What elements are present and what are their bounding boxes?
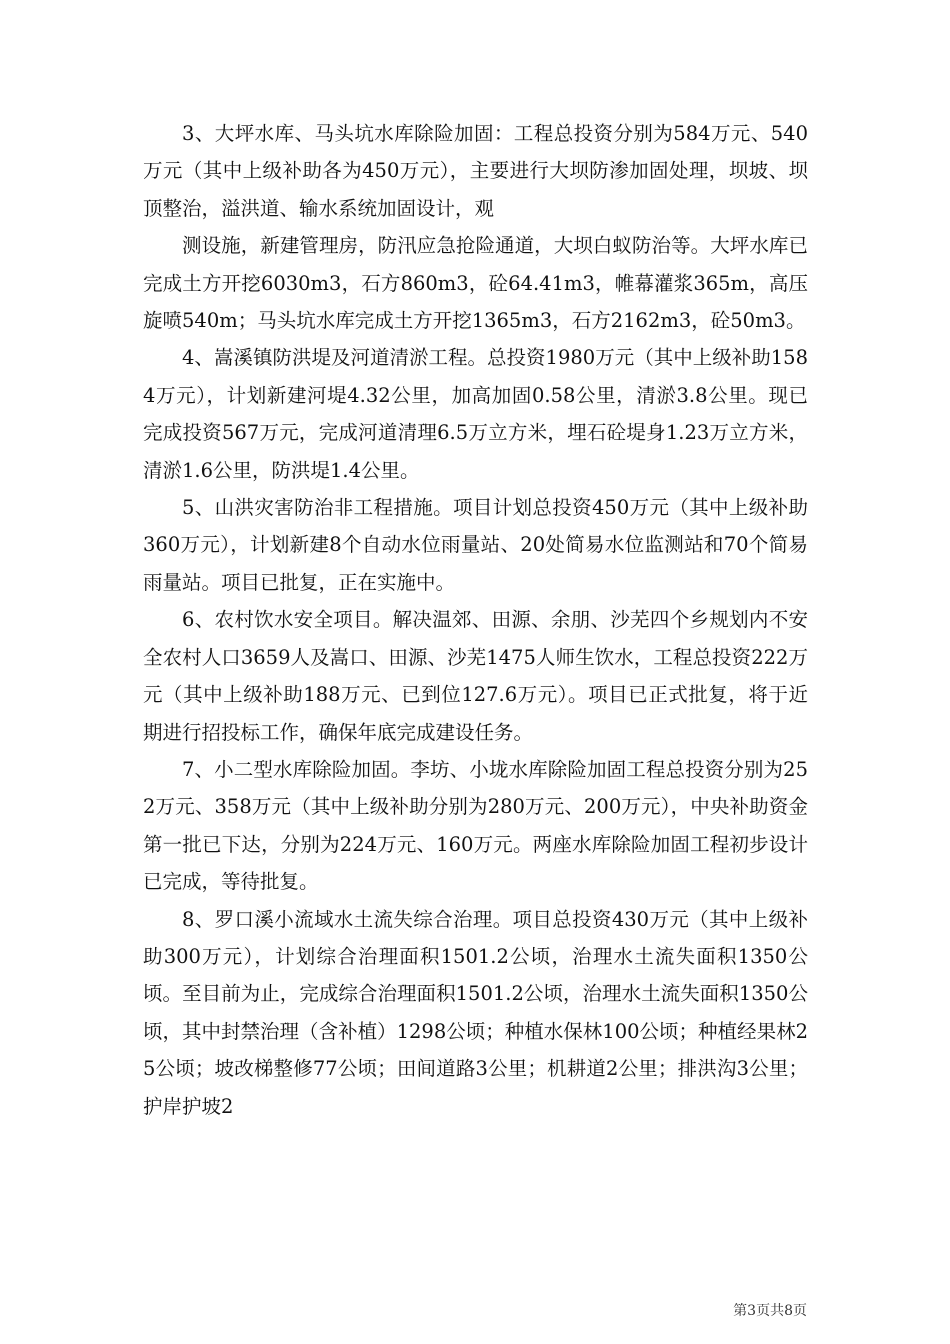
paragraph-reservoir-progress: 测设施，新建管理房，防汛应急抢险通道，大坝白蚁防治等。大坪水库已完成土方开挖6030m3，石方860m3，砼64.41m3，帷幕灌浆365m，高压旋喷540m；马头坑水库完成土方开挖1365m3，石方2162m3，砼50m3。	[143, 234, 808, 333]
paragraph-small-reservoir: 7、小二型水库除险加固。李坊、小垅水库除险加固工程总投资分别为252万元、358万元（其中上级补助分别为280万元、200万元），中央补助资金第一批已下达，分别为224万元、160万元。两座水库除险加固工程初步设计已完成，等待批复。	[143, 757, 808, 894]
paragraph-soil-conservation: 8、罗口溪小流域水土流失综合治理。项目总投资430万元（其中上级补助300万元），计划综合治理面积1501.2公顷，治理水土流失面积1350公顷。至目前为止，完成综合治理面积1501.2公顷，治理水土流失面积1350公顷，其中封禁治理（含补植）1298公顷；种植水保林100公顷；种植经果林25公顷；坡改梯整修77公顷；田间道路3公里；机耕道2公里；排洪沟3公里；护岸护坡2	[143, 907, 808, 1118]
document-body	[143, 115, 808, 1125]
paragraph-flood-dike: 4、嵩溪镇防洪堤及河道清淤工程。总投资1980万元（其中上级补助1584万元），计划新建河堤4.32公里，加高加固0.58公里，清淤3.8公里。现已完成投资567万元，完成河道清理6.5万立方米，埋石砼堤身1.23万立方米，清淤1.6公里，防洪堤1.4公里。	[143, 346, 808, 482]
paragraph-mountain-flood: 5、山洪灾害防治非工程措施。项目计划总投资450万元（其中上级补助360万元），计划新建8个自动水位雨量站、20处简易水位监测站和70个简易雨量站。项目已批复，正在实施中。	[143, 496, 808, 594]
paragraph-drinking-water: 6、农村饮水安全项目。解决温郊、田源、余朋、沙芜四个乡规划内不安全农村人口3659人及嵩口、田源、沙芜1475人师生饮水，工程总投资222万元（其中上级补助188万元、已到位127.6万元）。项目已正式批复，将于近期进行招投标工作，确保年底完成建设任务。	[143, 608, 808, 744]
paragraph-reservoir-reinforcement: 3、大坪水库、马头坑水库除险加固：工程总投资分别为584万元、540万元（其中上级补助各为450万元），主要进行大坝防渗加固处理，坝坡、坝顶整治，溢洪道、输水系统加固设计，观	[143, 122, 808, 220]
page-number: 第3页共8页	[733, 1303, 807, 1319]
